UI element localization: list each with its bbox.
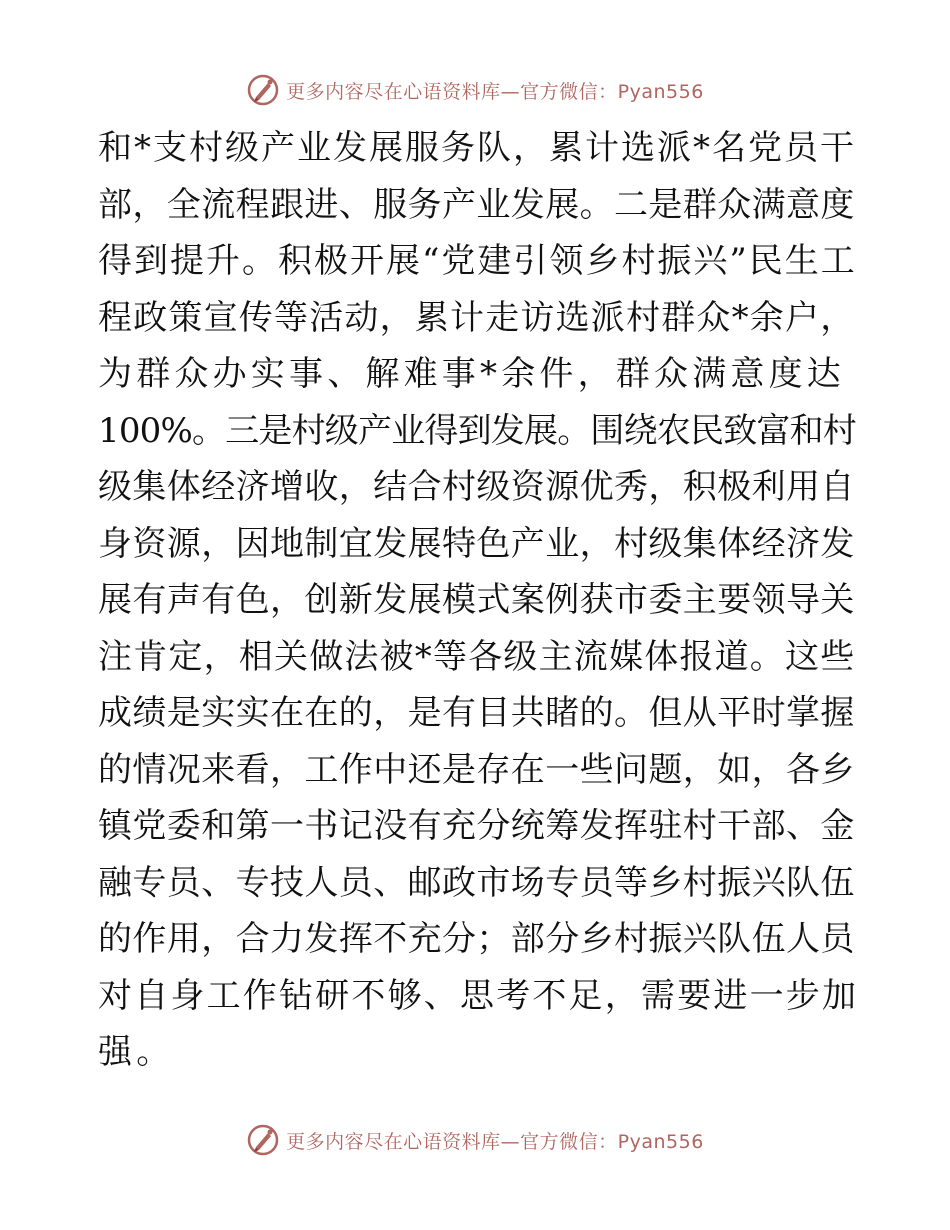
text-line: 身资源，因地制宜发展特色产业，村级集体经济发	[98, 523, 855, 564]
text-line: 镇党委和第一书记没有充分统筹发挥驻村干部、金	[98, 806, 855, 846]
watermark-text	[286, 1127, 704, 1154]
text-line: 强。	[98, 1032, 175, 1072]
text-line: 和*支村级产业发展服务队，累计选派*名党员干	[98, 128, 856, 168]
watermark-group	[246, 73, 704, 107]
pen-logo-icon	[246, 73, 280, 107]
watermark-slogan: 更多内容尽在心语资料库—官方微信：	[286, 1130, 618, 1153]
watermark-account: Pyan556	[617, 80, 704, 103]
footer-watermark	[0, 1120, 950, 1160]
text-line: 得到提升。积极开展“党建引领乡村振兴”民生工	[98, 241, 857, 281]
watermark-text	[286, 77, 704, 104]
text-line: 注肯定，相关做法被*等各级主流媒体报道。这些	[98, 636, 856, 677]
text-line: 展有声有色，创新发展模式案例获市委主要领导关	[98, 580, 855, 620]
text-line: 100%。三是村级产业得到发展。围绕农民致富和村	[98, 410, 857, 451]
document-body	[98, 120, 858, 1081]
pen-logo-icon	[246, 1123, 280, 1157]
text-line: 部，全流程跟进、服务产业发展。二是群众满意度	[98, 184, 855, 225]
watermark-account: Pyan556	[617, 1130, 704, 1153]
text-line: 级集体经济增收，结合村级资源优秀，积极利用自	[98, 467, 855, 507]
text-line: 的作用，合力发挥不充分；部分乡村振兴队伍人员	[98, 919, 855, 959]
text-line: 程政策宣传等活动，累计走访选派村群众*余户，	[98, 297, 856, 338]
text-line: 的情况来看，工作中还是存在一些问题，如，各乡	[98, 749, 855, 790]
text-line: 成绩是实实在在的，是有目共睹的。但从平时掌握	[98, 693, 855, 733]
header-watermark	[0, 70, 950, 110]
text-line: 对自身工作钻研不够、思考不足，需要进一步加	[98, 975, 858, 1016]
watermark-group	[246, 1123, 704, 1157]
watermark-slogan: 更多内容尽在心语资料库—官方微信：	[286, 80, 618, 103]
text-line: 为群众办实事、解难事*余件，群众满意度达	[98, 354, 845, 394]
text-line: 融专员、专技人员、邮政市场专员等乡村振兴队伍	[98, 862, 855, 903]
